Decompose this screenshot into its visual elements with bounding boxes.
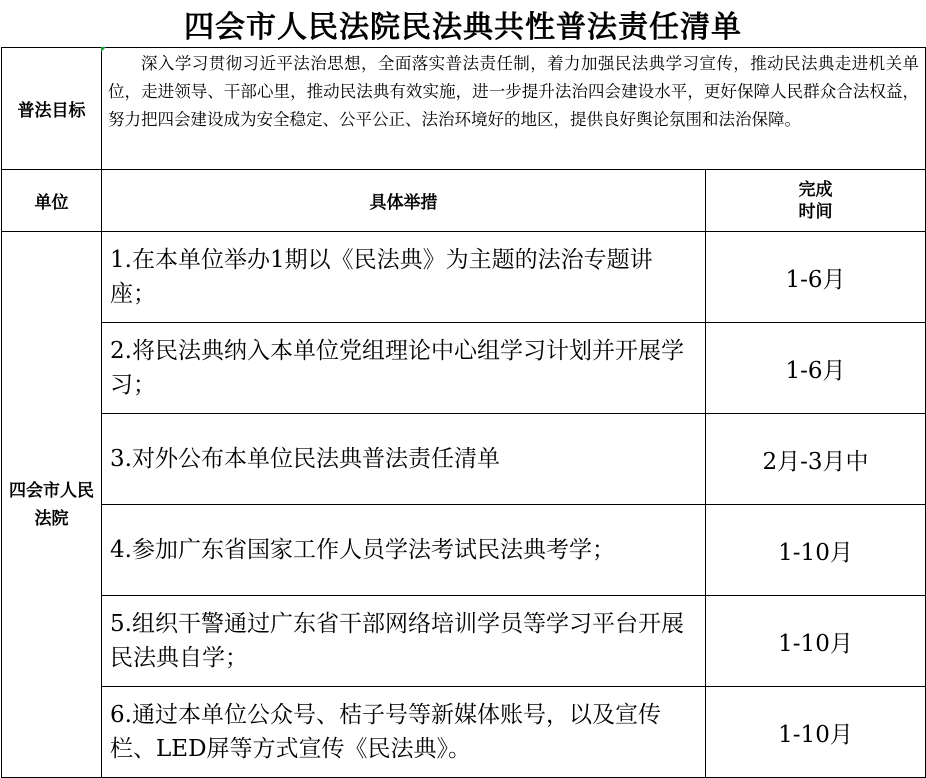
unit-cell xyxy=(2,232,102,778)
table-row xyxy=(2,505,926,596)
header-row xyxy=(2,170,926,232)
measure-cell: 6.通过本单位公众号、桔子号等新媒体账号，以及宣传栏、LED屏等方式宣传《民法典》。 xyxy=(102,687,706,778)
page-title: 四会市人民法院民法典共性普法责任清单 xyxy=(184,9,742,45)
time-cell: 1-10月 xyxy=(706,596,926,687)
header-unit: 单位 xyxy=(2,170,102,232)
measure-cell: 2.将民法典纳入本单位党组理论中心组学习计划并开展学习； xyxy=(102,323,706,414)
measure-cell: 4.参加广东省国家工作人员学法考试民法典考学； xyxy=(102,505,706,596)
cell-comment-marker xyxy=(101,47,106,52)
time-cell: 1-10月 xyxy=(706,687,926,778)
goal-text: 深入学习贯彻习近平法治思想，全面落实普法责任制，着力加强民法典学习宣传，推动民法典走进机关单位，走进领导、干部心里，推动民法典有效实施，进一步提升法治四会建设水平，更好保障人民群众合法权益，努力把四会建设成为安全稳定、公平公正、法治环境好的地区，提供良好舆论氛围和法治保障。 xyxy=(102,48,926,170)
measure-cell: 3.对外公布本单位民法典普法责任清单 xyxy=(102,414,706,505)
header-time xyxy=(706,170,926,232)
goal-label: 普法目标 xyxy=(2,48,102,170)
measure-cell: 5.组织干警通过广东省干部网络培训学员等学习平台开展民法典自学； xyxy=(102,596,706,687)
responsibility-table xyxy=(1,47,926,778)
goal-row xyxy=(2,48,926,170)
header-time-label: 完成时间 xyxy=(798,179,833,222)
time-cell: 2月-3月中 xyxy=(706,414,926,505)
table-row xyxy=(2,596,926,687)
time-cell: 1-6月 xyxy=(706,232,926,323)
table-row xyxy=(2,232,926,323)
time-cell: 1-6月 xyxy=(706,323,926,414)
unit-name: 四会市人民法院 xyxy=(9,480,94,529)
table-row xyxy=(2,414,926,505)
time-cell: 1-10月 xyxy=(706,505,926,596)
table-row xyxy=(2,323,926,414)
table-row xyxy=(2,687,926,778)
header-measure: 具体举措 xyxy=(102,170,706,232)
measure-cell: 1.在本单位举办1期以《民法典》为主题的法治专题讲座； xyxy=(102,232,706,323)
